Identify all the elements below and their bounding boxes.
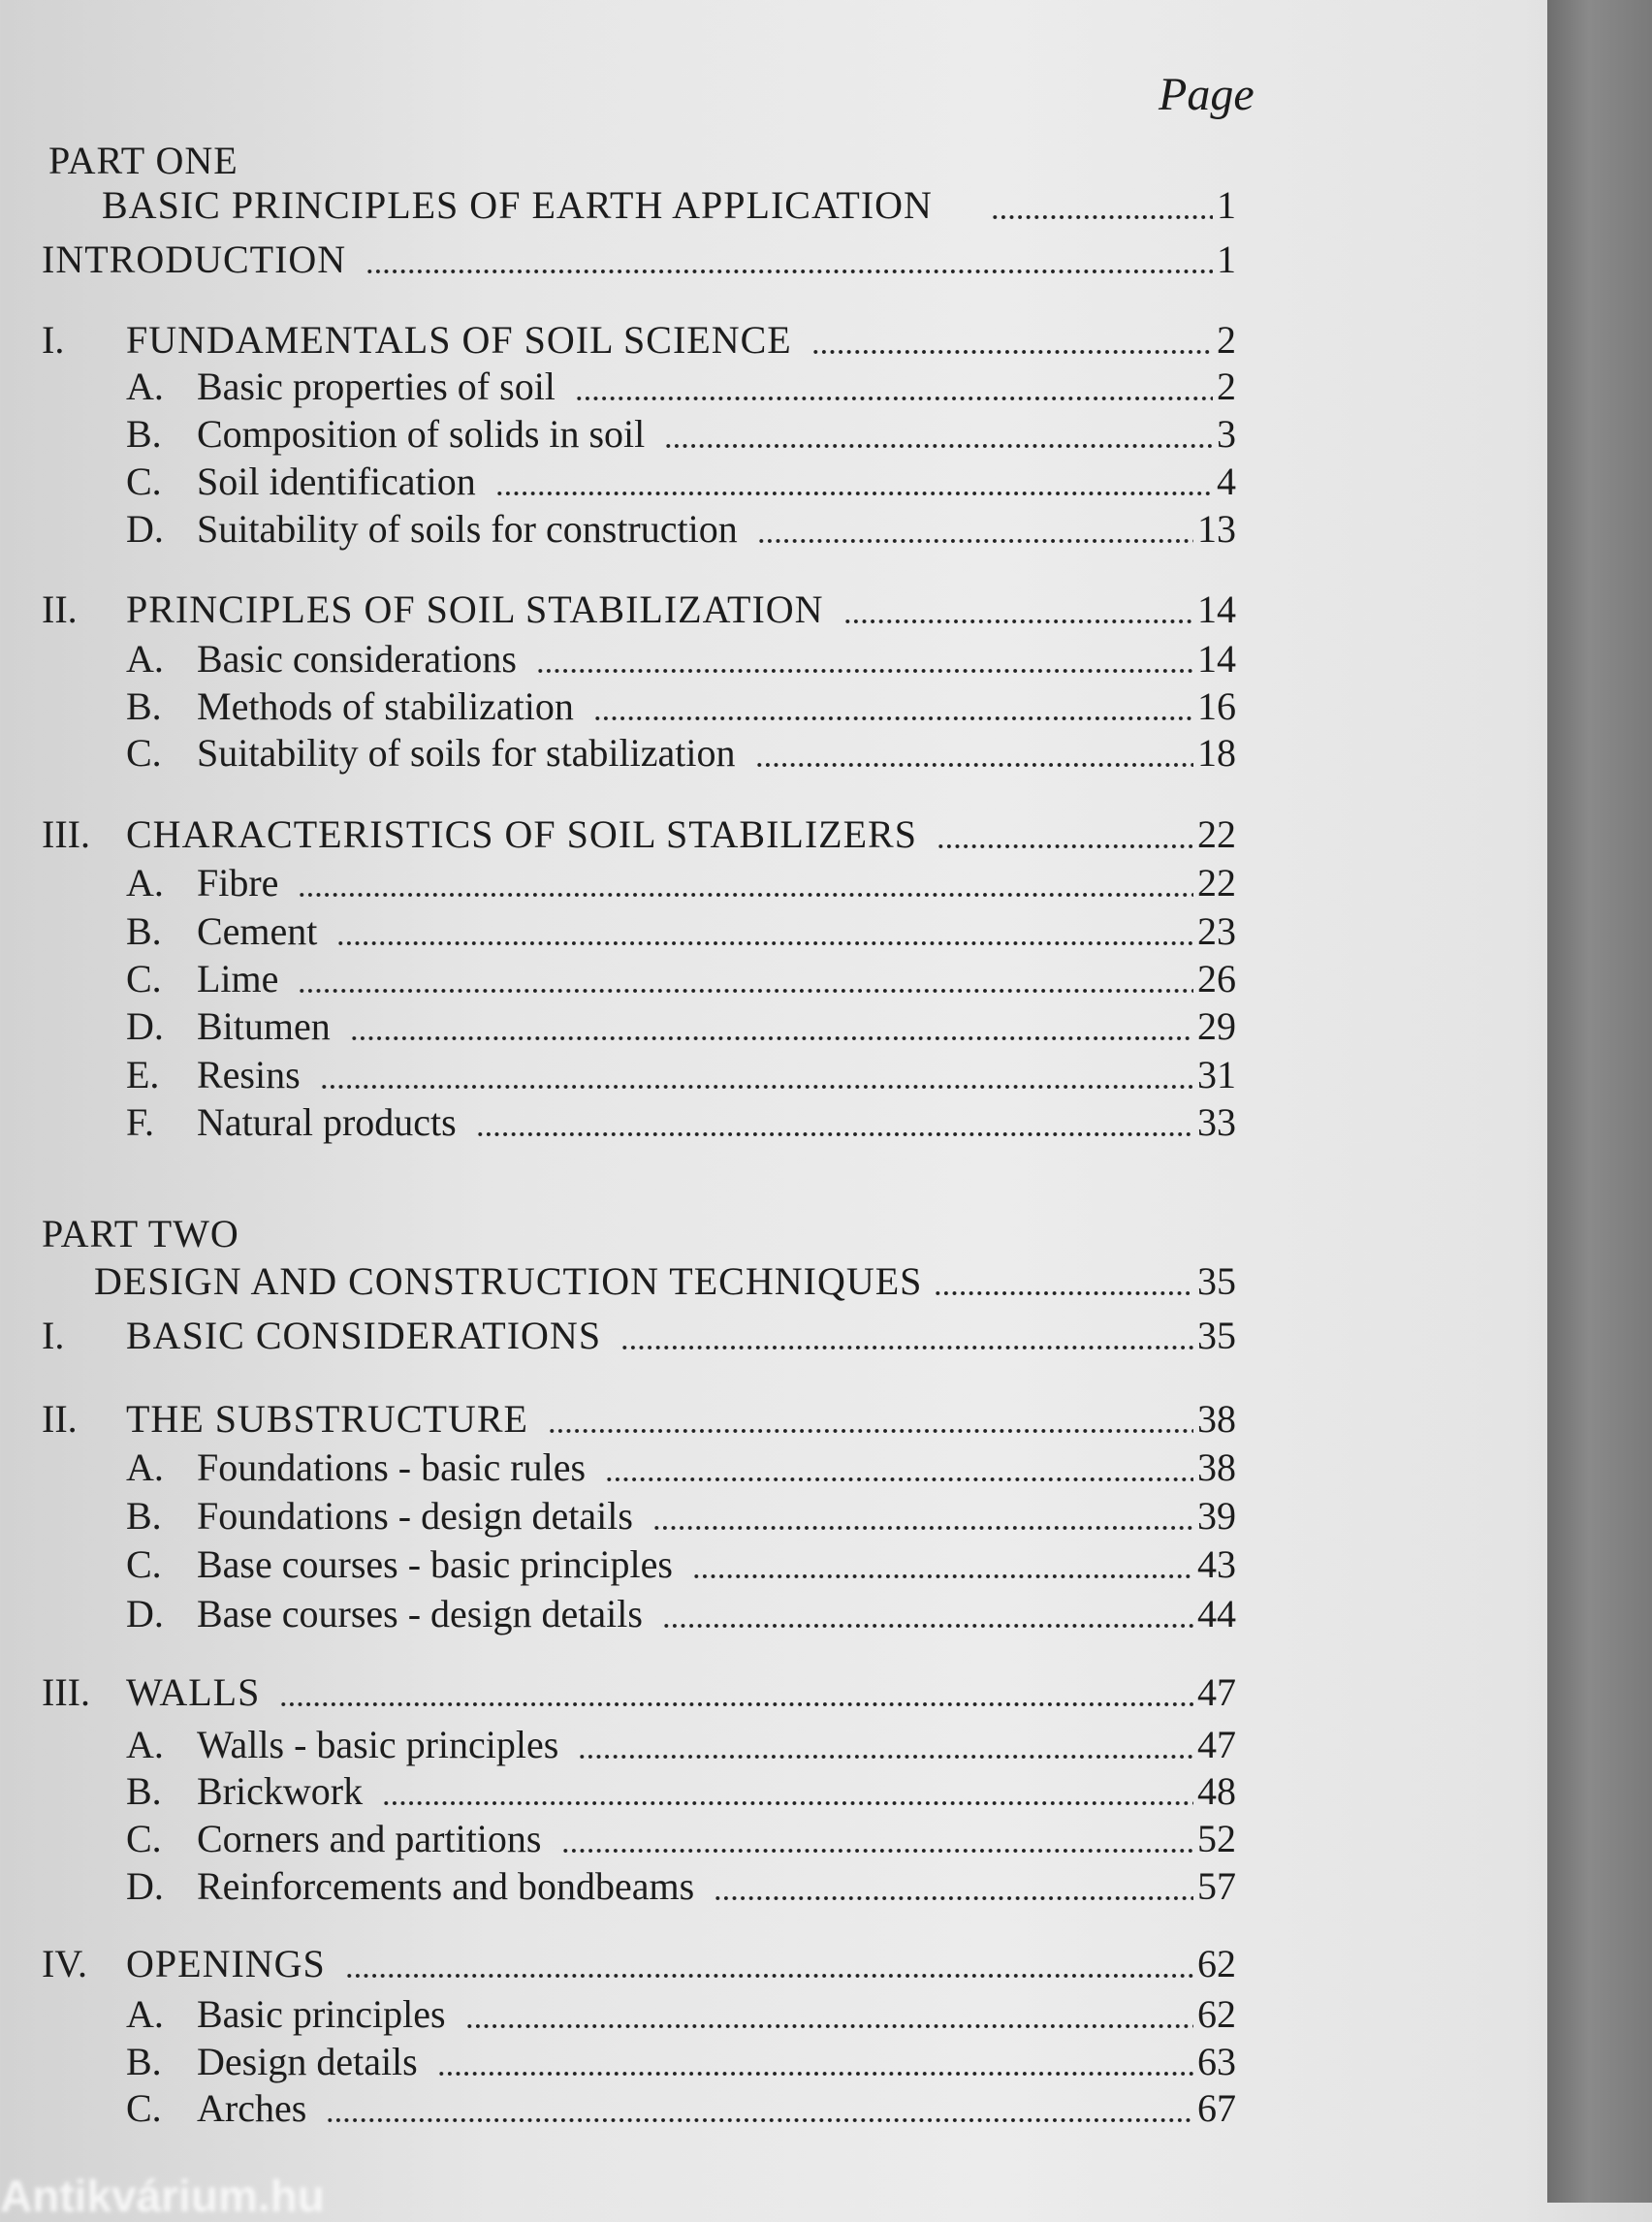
page-number: 22 bbox=[1197, 812, 1236, 856]
toc-entry[interactable] bbox=[126, 1003, 1236, 1052]
toc-entry[interactable] bbox=[42, 1941, 1236, 1989]
entry-number: B. bbox=[126, 1769, 162, 1813]
page-number: 1 bbox=[1217, 183, 1236, 227]
entry-title: WALLS bbox=[126, 1670, 261, 1714]
toc-entry[interactable] bbox=[126, 1099, 1236, 1148]
entry-number: A. bbox=[126, 861, 164, 905]
toc-entry[interactable] bbox=[126, 1541, 1236, 1590]
entry-number: C. bbox=[126, 1542, 162, 1586]
dot-leader bbox=[298, 987, 1193, 995]
toc-entry[interactable] bbox=[126, 506, 1236, 555]
dot-leader bbox=[714, 1894, 1193, 1902]
dot-leader bbox=[326, 2116, 1193, 2124]
dot-leader bbox=[495, 490, 1213, 497]
entry-number: II. bbox=[42, 1397, 78, 1441]
toc-entry[interactable] bbox=[126, 1816, 1236, 1864]
page-number: 29 bbox=[1197, 1004, 1236, 1048]
page-number: 2 bbox=[1217, 318, 1236, 362]
page-number: 47 bbox=[1197, 1723, 1236, 1766]
toc-entry[interactable] bbox=[126, 459, 1236, 507]
entry-title: Resins bbox=[197, 1053, 301, 1096]
entry-number: III. bbox=[42, 812, 90, 856]
entry-title: Basic principles bbox=[197, 1992, 446, 2036]
toc-entry[interactable] bbox=[42, 1669, 1236, 1718]
dot-leader bbox=[605, 1476, 1193, 1483]
page-number: 14 bbox=[1197, 637, 1236, 681]
entry-title: Foundations - basic rules bbox=[197, 1445, 587, 1489]
toc-entry[interactable] bbox=[126, 1493, 1236, 1541]
entry-number: B. bbox=[126, 2040, 162, 2083]
entry-number: C. bbox=[126, 957, 162, 1000]
page-number: 62 bbox=[1197, 1942, 1236, 1985]
dot-leader bbox=[336, 939, 1193, 947]
entry-number: D. bbox=[126, 507, 164, 551]
entry-title: Suitability of soils for construction bbox=[197, 507, 738, 551]
page-number: 47 bbox=[1197, 1670, 1236, 1714]
dot-leader bbox=[320, 1083, 1193, 1091]
entry-title: Bitumen bbox=[197, 1004, 331, 1048]
entry-title: Design details bbox=[197, 2040, 418, 2083]
dot-leader bbox=[843, 618, 1193, 625]
page-number: 23 bbox=[1197, 909, 1236, 953]
dot-leader bbox=[345, 1972, 1193, 1980]
page-number: 62 bbox=[1197, 1992, 1236, 2036]
dot-leader bbox=[664, 442, 1213, 450]
dot-leader bbox=[350, 1034, 1193, 1042]
entry-title: Brickwork bbox=[197, 1769, 364, 1813]
entry-title: Walls - basic principles bbox=[197, 1723, 559, 1766]
entry-number: I. bbox=[42, 318, 65, 362]
entry-title: PRINCIPLES OF SOIL STABILIZATION bbox=[126, 587, 824, 631]
page-number: 1 bbox=[1217, 238, 1236, 281]
entry-title: Base courses - basic principles bbox=[197, 1542, 673, 1586]
page-number: 31 bbox=[1197, 1053, 1236, 1096]
entry-title: Basic considerations bbox=[197, 637, 517, 681]
toc-entry[interactable] bbox=[126, 1863, 1236, 1912]
toc-entry[interactable] bbox=[126, 1722, 1236, 1770]
toc-entry[interactable] bbox=[126, 2085, 1236, 2134]
toc-entry[interactable] bbox=[126, 1991, 1236, 2040]
entry-number: C. bbox=[126, 1817, 162, 1860]
page-number: 35 bbox=[1197, 1259, 1236, 1303]
toc-entry[interactable] bbox=[42, 1396, 1236, 1444]
page-number: 38 bbox=[1197, 1445, 1236, 1489]
dot-leader bbox=[811, 348, 1213, 356]
entry-number: A. bbox=[126, 1992, 164, 2036]
entry-number: A. bbox=[126, 637, 164, 681]
entry-title: CHARACTERISTICS OF SOIL STABILIZERS bbox=[126, 812, 917, 856]
part-one-title-row[interactable] bbox=[102, 182, 1236, 231]
entry-number: B. bbox=[126, 909, 162, 953]
page-number: 48 bbox=[1197, 1769, 1236, 1813]
entry-title: Suitability of soils for stabilization bbox=[197, 731, 736, 775]
toc-entry[interactable] bbox=[42, 587, 1236, 635]
entry-number: A. bbox=[126, 365, 164, 408]
dot-leader bbox=[476, 1130, 1193, 1138]
page-number: 52 bbox=[1197, 1817, 1236, 1860]
watermark: Antikvárium.hu bbox=[0, 2171, 325, 2221]
entry-number: A. bbox=[126, 1723, 164, 1766]
book-spine-edge bbox=[1547, 0, 1652, 2203]
entry-number: C. bbox=[126, 460, 162, 503]
entry-title: FUNDAMENTALS OF SOIL SCIENCE bbox=[126, 318, 792, 362]
entry-number: A. bbox=[126, 1445, 164, 1489]
dot-leader bbox=[298, 891, 1193, 899]
page-number: 39 bbox=[1197, 1494, 1236, 1538]
entry-number: I. bbox=[42, 1314, 65, 1357]
dot-leader bbox=[279, 1700, 1193, 1708]
toc-entry[interactable] bbox=[126, 730, 1236, 778]
toc-entry[interactable] bbox=[126, 1768, 1236, 1817]
entry-title: Cement bbox=[197, 909, 318, 953]
entry-number: D. bbox=[126, 1592, 164, 1635]
entry-number: II. bbox=[42, 587, 78, 631]
page-number: 44 bbox=[1197, 1592, 1236, 1635]
toc-entry[interactable] bbox=[126, 908, 1236, 957]
entry-number: D. bbox=[126, 1864, 164, 1908]
dot-leader bbox=[937, 842, 1193, 850]
page-number: 14 bbox=[1197, 587, 1236, 631]
part-two-title: DESIGN AND CONSTRUCTION TECHNIQUES bbox=[94, 1259, 923, 1303]
toc-entry[interactable] bbox=[126, 2039, 1236, 2087]
page-column-header: Page bbox=[1159, 69, 1255, 120]
dot-leader bbox=[465, 2022, 1193, 2030]
entry-title: Arches bbox=[197, 2086, 307, 2130]
entry-title: Fibre bbox=[197, 861, 279, 905]
toc-entry[interactable] bbox=[42, 811, 1236, 860]
dot-leader bbox=[437, 2070, 1193, 2078]
page-number: 67 bbox=[1197, 2086, 1236, 2130]
entry-title: Basic properties of soil bbox=[197, 365, 556, 408]
entry-number: F. bbox=[126, 1100, 155, 1144]
page-number: 26 bbox=[1197, 957, 1236, 1000]
entry-title: Soil identification bbox=[197, 460, 476, 503]
toc-entry[interactable] bbox=[126, 411, 1236, 460]
entry-title: Foundations - design details bbox=[197, 1494, 633, 1538]
toc-entry[interactable] bbox=[126, 364, 1236, 412]
page-number: 22 bbox=[1197, 861, 1236, 905]
toc-entry[interactable] bbox=[126, 1591, 1236, 1639]
dot-leader bbox=[692, 1572, 1193, 1580]
entry-title: INTRODUCTION bbox=[42, 238, 347, 281]
entry-title: Natural products bbox=[197, 1100, 457, 1144]
page-number: 38 bbox=[1197, 1397, 1236, 1441]
entry-number: D. bbox=[126, 1004, 164, 1048]
part-two-title-row[interactable] bbox=[94, 1258, 1236, 1307]
dot-leader bbox=[755, 761, 1193, 769]
toc-entry[interactable] bbox=[42, 1313, 1236, 1361]
part-two-label: PART TWO bbox=[42, 1212, 239, 1255]
page-number: 57 bbox=[1197, 1864, 1236, 1908]
part-one-label: PART ONE bbox=[48, 139, 238, 182]
entry-number: IV. bbox=[42, 1942, 88, 1985]
entry-number: C. bbox=[126, 2086, 162, 2130]
page-number: 16 bbox=[1197, 684, 1236, 728]
entry-number: III. bbox=[42, 1670, 90, 1714]
entry-title: Methods of stabilization bbox=[197, 684, 574, 728]
dot-leader bbox=[575, 395, 1213, 402]
dot-leader bbox=[620, 1344, 1193, 1351]
dot-leader bbox=[548, 1427, 1193, 1435]
dot-leader bbox=[382, 1799, 1193, 1807]
page-number: 33 bbox=[1197, 1100, 1236, 1144]
page-number: 43 bbox=[1197, 1542, 1236, 1586]
toc-entry[interactable] bbox=[126, 1052, 1236, 1100]
entry-title: Corners and partitions bbox=[197, 1817, 542, 1860]
page-number: 3 bbox=[1217, 412, 1236, 456]
dot-leader bbox=[365, 268, 1213, 275]
toc-entry[interactable] bbox=[126, 860, 1236, 908]
toc-entry[interactable] bbox=[126, 636, 1236, 684]
toc-entry[interactable] bbox=[126, 956, 1236, 1004]
part-one-title: BASIC PRINCIPLES OF EARTH APPLICATION bbox=[102, 183, 933, 227]
dot-leader bbox=[593, 714, 1193, 722]
entry-number: E. bbox=[126, 1053, 160, 1096]
entry-title: Lime bbox=[197, 957, 279, 1000]
toc-entry[interactable] bbox=[126, 1444, 1236, 1493]
entry-number: B. bbox=[126, 1494, 162, 1538]
dot-leader bbox=[934, 1289, 1193, 1297]
dot-leader bbox=[561, 1847, 1194, 1855]
entry-number: C. bbox=[126, 731, 162, 775]
entry-number: B. bbox=[126, 684, 162, 728]
dot-leader bbox=[578, 1753, 1193, 1761]
page-number: 35 bbox=[1197, 1314, 1236, 1357]
entry-title: Base courses - design details bbox=[197, 1592, 643, 1635]
entry-title: Composition of solids in soil bbox=[197, 412, 646, 456]
toc-entry[interactable] bbox=[42, 237, 1236, 285]
entry-title: THE SUBSTRUCTURE bbox=[126, 1397, 528, 1441]
entry-title: Reinforcements and bondbeams bbox=[197, 1864, 695, 1908]
page-number: 2 bbox=[1217, 365, 1236, 408]
entry-title: OPENINGS bbox=[126, 1942, 326, 1985]
page-number: 13 bbox=[1197, 507, 1236, 551]
dot-leader bbox=[662, 1622, 1193, 1630]
page-number: 63 bbox=[1197, 2040, 1236, 2083]
dot-leader bbox=[536, 667, 1193, 675]
entry-number: B. bbox=[126, 412, 162, 456]
toc-entry[interactable] bbox=[126, 683, 1236, 732]
toc-entry[interactable] bbox=[42, 317, 1236, 365]
dot-leader bbox=[991, 213, 1213, 221]
dot-leader bbox=[652, 1524, 1193, 1532]
page-number: 4 bbox=[1217, 460, 1236, 503]
page-number: 18 bbox=[1197, 731, 1236, 775]
entry-title: BASIC CONSIDERATIONS bbox=[126, 1314, 602, 1357]
dot-leader bbox=[757, 537, 1193, 545]
